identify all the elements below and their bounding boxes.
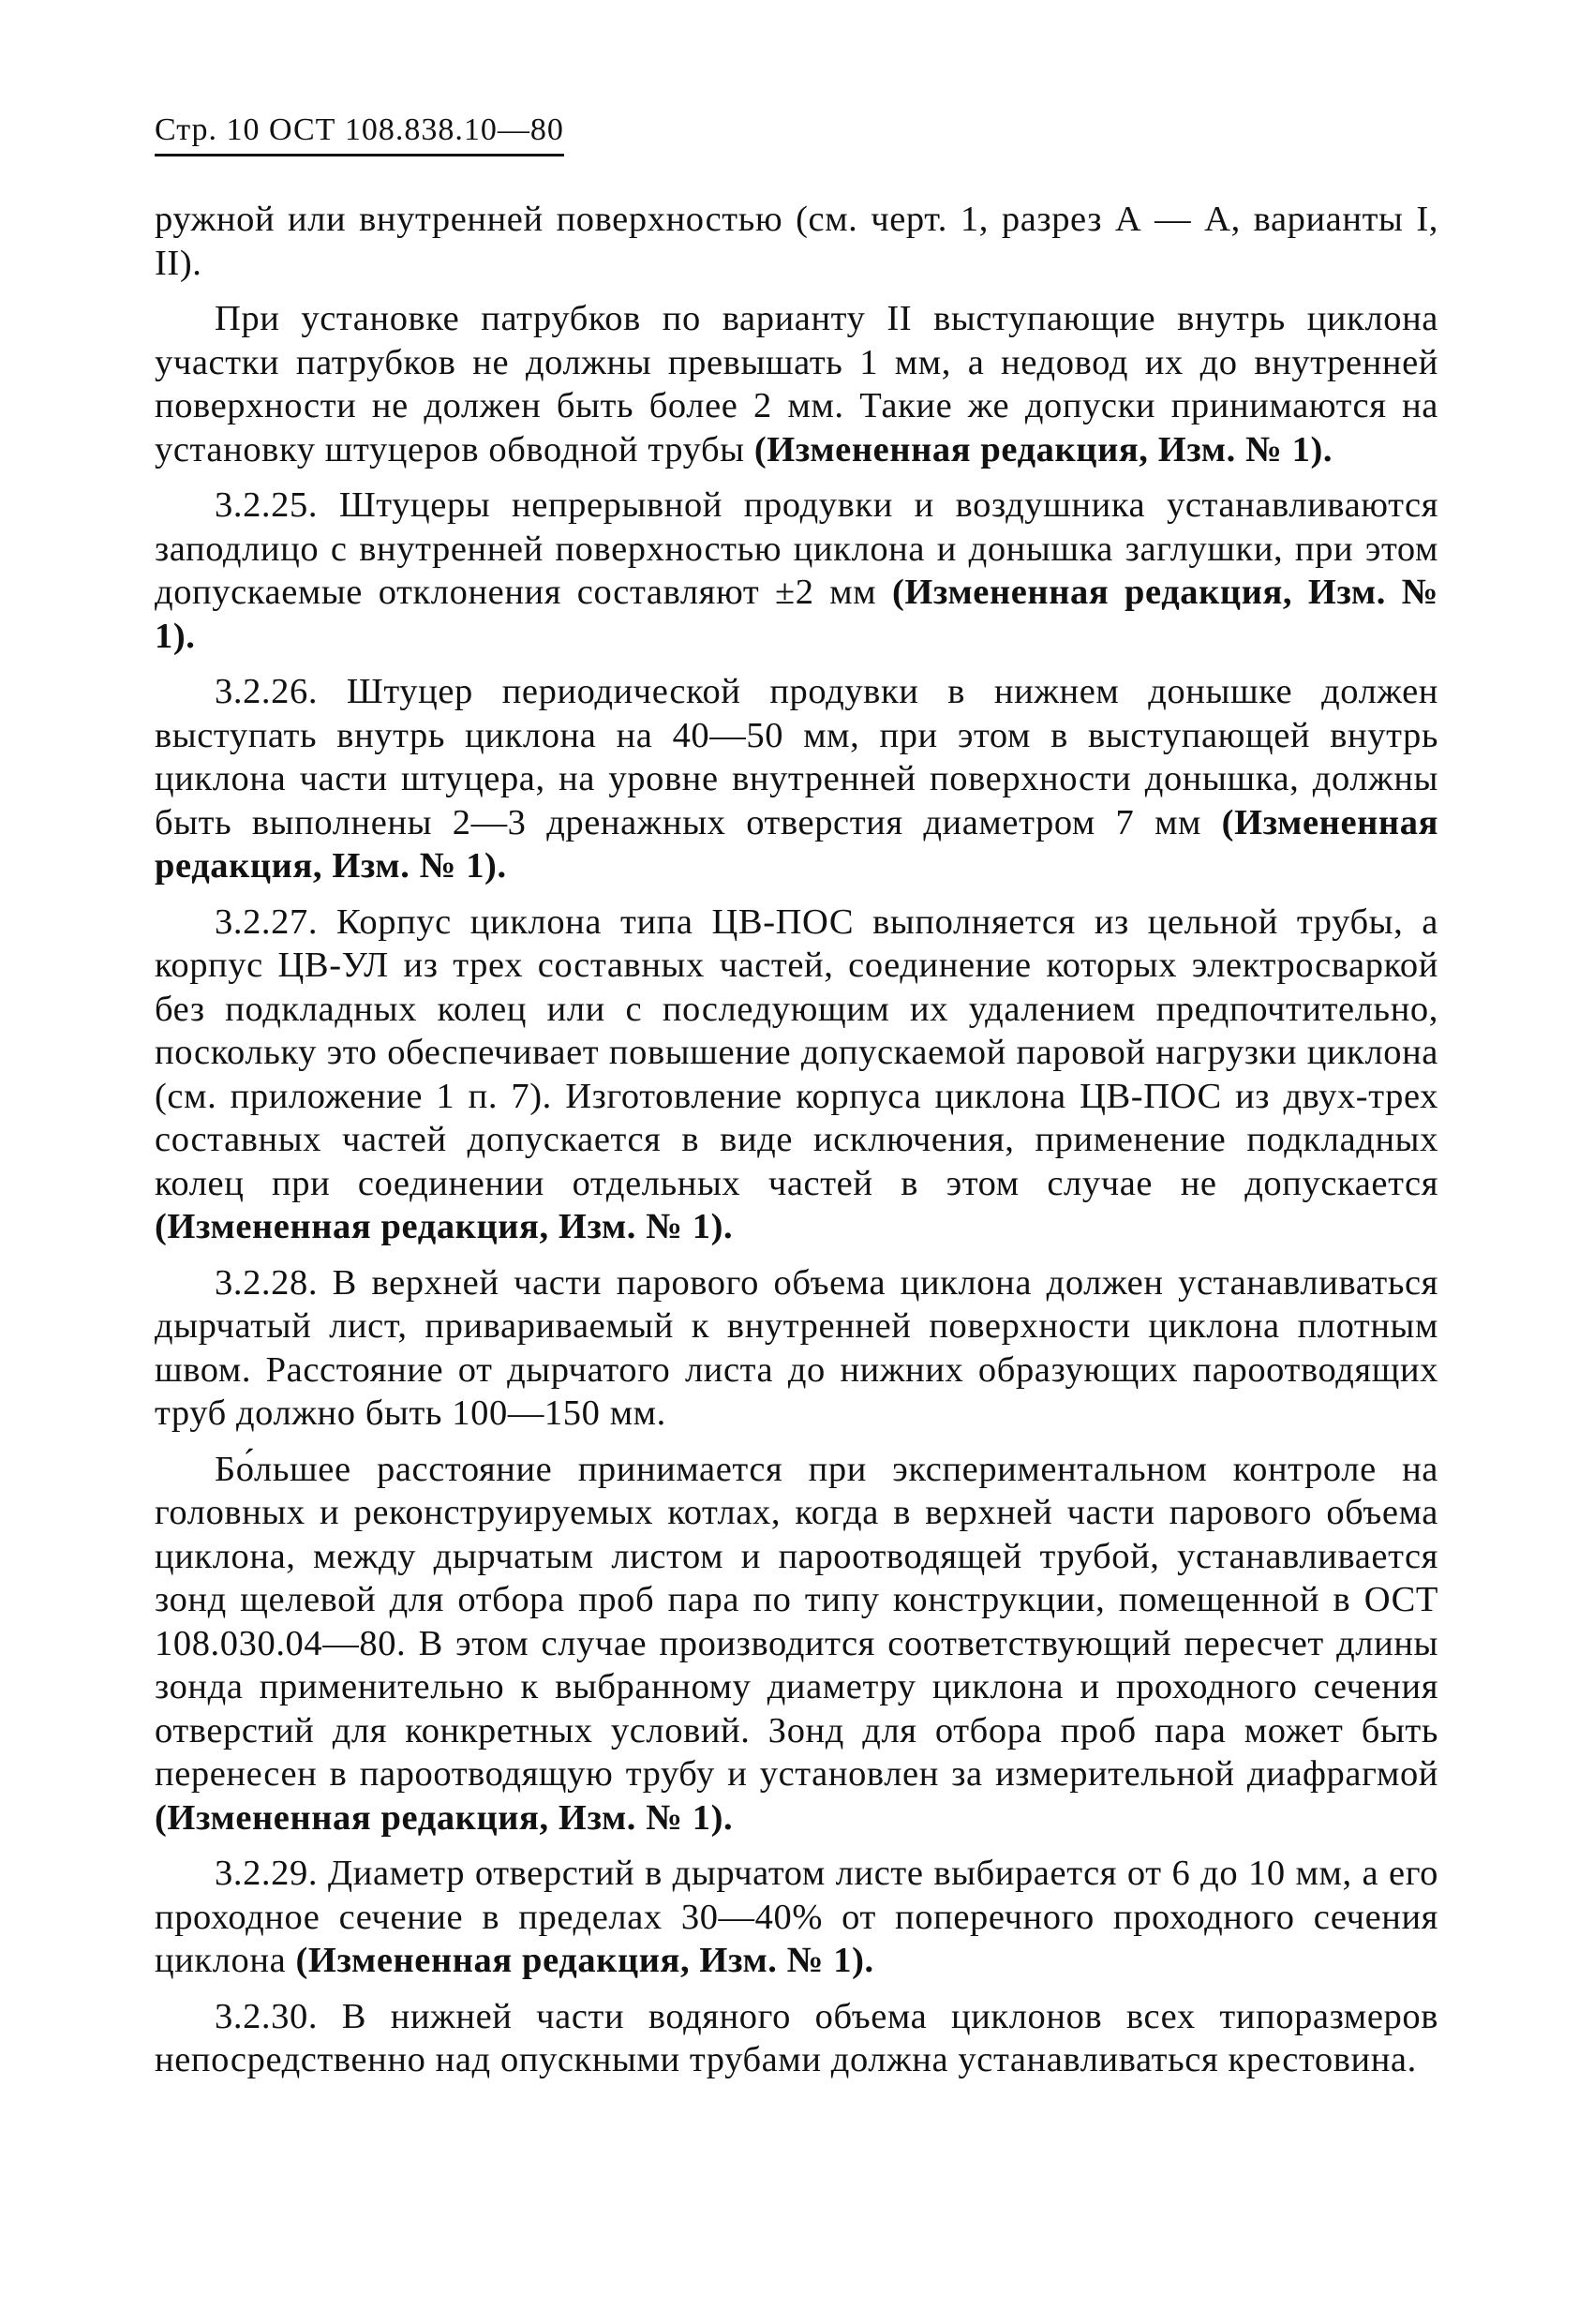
paragraph-3-2-28 [155,1261,1438,1436]
paragraph-3-2-26 [155,670,1438,888]
page-header: Стр. 10 ОСТ 108.838.10—80 [155,112,564,156]
paragraph-text: 3.2.26. Штуцер периодической продувки в нижнем донышке должен выступать внутрь циклона на 40—50 мм, при этом в выступающей внутрь циклона части штуцера, на уровне внутренней поверхности донышка, должны быть выполнены 2—3 дренажных отверстия диаметром 7 мм [155,672,1438,842]
paragraph-text: ружной или внутренней поверхностью (см. черт. 1, разрез А — А, варианты I, II). [155,200,1438,283]
amendment-note: (Измененная редакция, Изм. № 1). [753,429,1333,469]
paragraph-continuation [155,198,1438,285]
paragraph-3-2-29 [155,1852,1438,1983]
paragraph-text: Бо́льшее расстояние принимается при экспериментальном контроле на головных и реконструируемых котлах, когда в верхней части парового объема циклона, между дырчатым листом и пароотводящей трубой, устанавливается зонд щелевой для отбора проб пара по типу конструкции, помещенной в ОСТ 108.030.04—80. В этом случае производится соответствующий пересчет длины зонда применительно к выбранному диаметру циклона и проходного сечения отверстий для конкретных условий. Зонд для отбора проб пара может быть перенесен в пароотводящую трубу и установлен за измерительной диафрагмой [155,1449,1438,1794]
amendment-note: (Измененная редакция, Изм. № 1). [155,1797,734,1838]
paragraph-3-2-27 [155,901,1438,1249]
paragraph-text: 3.2.27. Корпус циклона типа ЦВ-ПОС выполняется из цельной трубы, а корпус ЦВ-УЛ из трех составных частей, соединение которых электросваркой без подкладных колец или с последующим их удалением предпочтительно, поскольку это обеспечивает повышение допускаемой паровой нагрузки циклона (см. приложение 1 п. 7). Изготовление корпуса циклона ЦВ-ПОС из двух-трех составных частей допускается в виде исключения, применение подкладных колец при соединении отдельных частей в этом случае не допускается [155,901,1438,1203]
paragraph-text: 3.2.29. Диаметр отверстий в дырчатом листе выбирается от 6 до 10 мм, а его проходное сечение в пределах 30—40% от поперечного проходного сечения циклона [155,1854,1438,1980]
paragraph-3-2-30 [155,1995,1438,2082]
paragraph-text: 3.2.28. В верхней части парового объема циклона должен устанавливаться дырчатый лист, привариваемый к внутренней поверхности циклона плотным швом. Расстояние от дырчатого листа до нижних образующих пароотводящих труб должно быть 100—150 мм. [155,1262,1438,1433]
paragraph-larger-distance [155,1448,1438,1840]
document-page [155,112,1438,2094]
amendment-note: (Измененная редакция, Изм. № 1). [295,1941,874,1980]
paragraph-text: 3.2.25. Штуцеры непрерывной продувки и воздушника устанавливаются заподлицо с внутренней поверхностью циклона и донышка заглушки, при этом допускаемые отклонения составляют ±2 мм [155,485,1438,612]
amendment-note: (Измененная редакция, Изм. № 1). [155,802,1438,886]
paragraph-patrubki [155,297,1438,471]
amendment-note: (Измененная редакция, Изм. № 1). [155,573,1438,656]
paragraph-text: При установке патрубков по варианту II выступающие внутрь циклона участки патрубков не должны превышать 1 мм, а недовод их до внутренней поверхности не должен быть более 2 мм. Такие же допуски принимаются на установку штуцеров обводной трубы [155,299,1438,469]
amendment-note: (Измененная редакция, Изм. № 1). [155,1207,734,1246]
paragraph-3-2-25 [155,484,1438,658]
paragraph-text: 3.2.30. В нижней части водяного объема циклонов всех типоразмеров непосредственно над опускными трубами должна устанавливаться крестовина. [155,1996,1438,2079]
